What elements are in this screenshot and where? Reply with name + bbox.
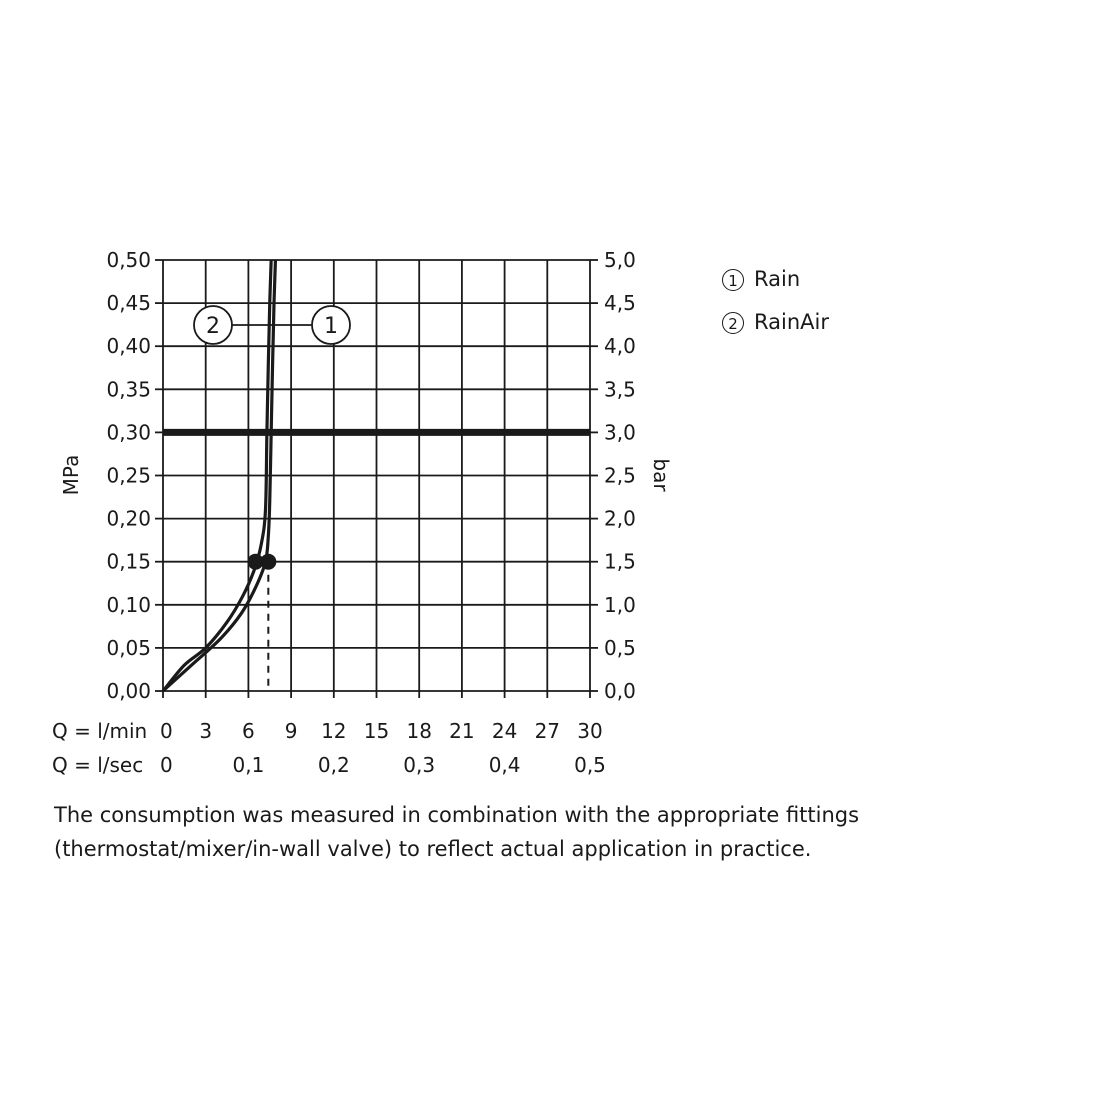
y-right-tick-label: 2,0 (604, 506, 636, 531)
y-right-tick-label: 2,5 (604, 463, 636, 488)
y-right-tick-label: 3,5 (604, 377, 636, 402)
x-tick-label: 21 (449, 719, 475, 743)
y-left-tick-label: 0,25 (106, 463, 151, 488)
y-right-axis-title: bar (649, 458, 673, 492)
y-right-tick-label: 0,0 (604, 679, 636, 703)
y-right-tick-label: 3,0 (604, 420, 636, 445)
legend-marker: 1 (722, 269, 744, 291)
x-tick-label: 15 (363, 719, 390, 743)
y-left-tick-label: 0,30 (106, 420, 151, 445)
measurement-note: The consumption was measured in combination with the appropriate fittings (thermostat/mixer/in-wall valve) to reflect actual application in practice. (54, 803, 860, 861)
x-tick-label: 24 (491, 719, 518, 743)
x-tick-label: 0 (160, 753, 173, 777)
x-tick-label: 0,5 (574, 753, 606, 777)
legend-item (722, 258, 829, 301)
y-left-tick-label: 0,35 (106, 377, 151, 402)
x-tick-label: 0,2 (317, 753, 350, 777)
x-tick-label: 0,4 (488, 753, 521, 777)
callout-label-rain: 1 (324, 314, 338, 339)
legend-label: RainAir (754, 310, 829, 334)
x-tick-label: 3 (199, 719, 213, 743)
x-tick-label: 27 (534, 719, 561, 743)
y-left-tick-label: 0,15 (106, 549, 151, 574)
x-row-label: Q = l/min (52, 719, 148, 743)
y-left-tick-label: 0,40 (106, 334, 151, 359)
x-tick-label: 9 (284, 719, 298, 743)
axis-labels (52, 248, 673, 777)
legend-label: Rain (754, 267, 801, 291)
y-left-tick-label: 0,05 (106, 635, 151, 660)
legend-item (722, 301, 829, 344)
legend (722, 258, 829, 344)
y-right-tick-label: 1,0 (604, 592, 636, 617)
operating-point-rainair (248, 554, 264, 570)
x-row-label: Q = l/sec (52, 753, 144, 777)
x-tick-label: 12 (321, 719, 347, 743)
y-left-tick-label: 0,20 (106, 506, 151, 531)
y-right-tick-label: 5,0 (604, 248, 636, 272)
legend-marker: 2 (722, 312, 744, 334)
y-left-tick-label: 0,50 (106, 248, 151, 272)
x-tick-label: 18 (406, 719, 432, 743)
y-left-tick-label: 0,10 (106, 592, 151, 617)
y-left-axis-title: MPa (59, 454, 83, 496)
y-left-tick-label: 0,00 (106, 679, 151, 703)
x-tick-label: 0 (160, 719, 173, 743)
y-left-tick-label: 0,45 (106, 291, 151, 316)
callout-label-rainair: 2 (206, 314, 220, 339)
x-tick-label: 30 (577, 719, 603, 743)
y-right-tick-label: 0,5 (604, 635, 636, 660)
y-right-tick-label: 1,5 (604, 549, 636, 574)
x-tick-label: 0,1 (232, 753, 265, 777)
x-tick-label: 6 (242, 719, 255, 743)
y-right-tick-label: 4,0 (604, 334, 636, 359)
x-tick-label: 0,3 (403, 753, 436, 777)
y-right-tick-label: 4,5 (604, 291, 636, 316)
